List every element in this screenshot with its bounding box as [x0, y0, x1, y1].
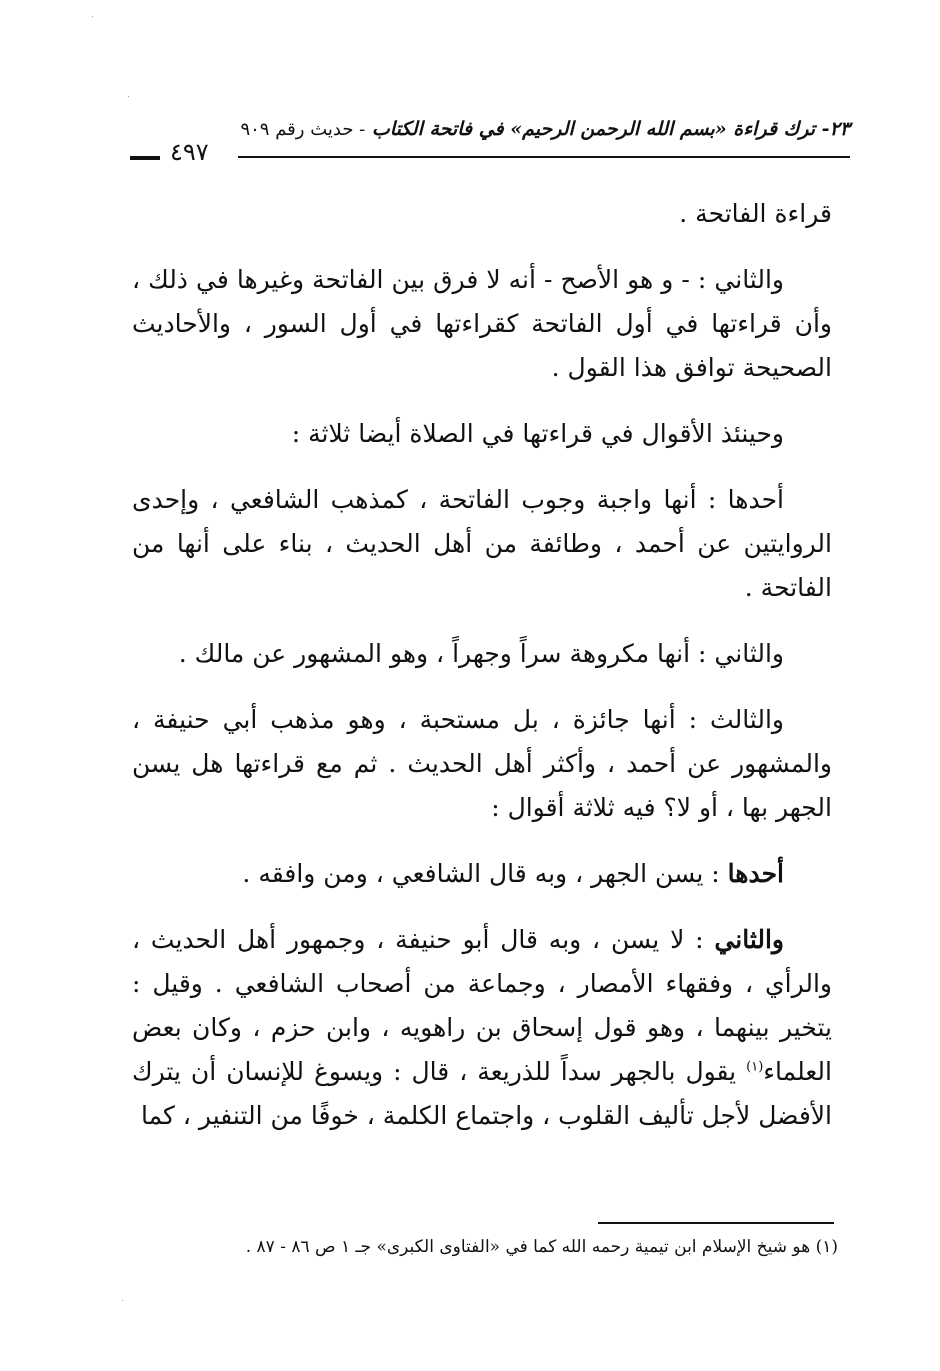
footnote-marker: (١)	[815, 1237, 838, 1257]
paragraph-opinion-two	[132, 918, 832, 1138]
opinion-lead: أحدها	[727, 859, 784, 888]
opinion-text: : لا يسن ، وبه قال أبو حنيفة ، وجمهور أهل الحديث ، والرأي ، وفقهاء الأمصار ، وجماعة من أصحاب الشافعي . وقيل : يتخير بينهما ، وهو قول إسحاق بن راهويه ، وابن حزم ، وكان بعض العلماء	[132, 925, 832, 1086]
page-number-dash	[130, 156, 160, 160]
footnote-rule	[598, 1222, 834, 1224]
crop-mark	[128, 96, 129, 97]
crop-mark	[122, 1300, 123, 1301]
paragraph: وحينئذ الأقوال في قراءتها في الصلاة أيضا ثلاثة :	[291, 419, 784, 448]
header-rule	[238, 156, 850, 158]
paragraph: والثاني : أنها مكروهة سراً وجهراً ، وهو المشهور عن مالك .	[178, 639, 784, 668]
footnote-text: هو شيخ الإسلام ابن تيمية رحمه الله كما في «الفتاوى الكبرى» جـ ١ ص ٨٦ - ٨٧ .	[245, 1237, 811, 1257]
page-number: ٤٩٧	[170, 138, 209, 166]
hadith-number: - حديث رقم ٩٠٩	[240, 119, 366, 140]
paragraph: والثالث : أنها جائزة ، بل مستحبة ، وهو مذهب أبي حنيفة ، والمشهور عن أحمد ، وأكثر أهل الحديث . ثم مع قراءتها هل يسن الجهر بها ، أو لا؟ فيه ثلاثة أقوال :	[132, 705, 832, 822]
footnote-reference[interactable]: (١)	[746, 1059, 764, 1075]
chapter-title: ٢٣- ترك قراءة «بسم الله الرحمن الرحيم» في فاتحة الكتاب	[371, 118, 850, 140]
paragraph: أحدها : أنها واجبة وجوب الفاتحة ، كمذهب الشافعي ، وإحدى الروايتين عن أحمد ، وطائفة من أهل الحديث ، بناء على أنها من الفاتحة .	[132, 485, 832, 602]
opinion-text-continued: يقول بالجهر سداً للذريعة ، قال : ويسوغ للإنسان أن يترك الأفضل لأجل تأليف القلوب ، واجتماع الكلمة ، خوفًا من التنفير ، كما	[132, 1057, 832, 1130]
paragraph: والثاني : - و هو الأصح - أنه لا فرق بين الفاتحة وغيرها في ذلك ، وأن قراءتها في أول الفاتحة كقراءتها في أول السور ، والأحاديث الصحيحة توافق هذا القول .	[132, 265, 832, 382]
main-text	[132, 192, 832, 1160]
running-header	[130, 118, 850, 178]
opinion-lead: والثاني	[714, 925, 784, 954]
opinion-text: : يسن الجهر ، وبه قال الشافعي ، ومن وافقه .	[242, 859, 720, 888]
header-title	[240, 118, 850, 140]
paragraph: قراءة الفاتحة .	[679, 199, 832, 228]
footnote	[130, 1234, 838, 1260]
paragraph-opinion-one	[132, 852, 832, 896]
crop-mark	[92, 16, 93, 17]
